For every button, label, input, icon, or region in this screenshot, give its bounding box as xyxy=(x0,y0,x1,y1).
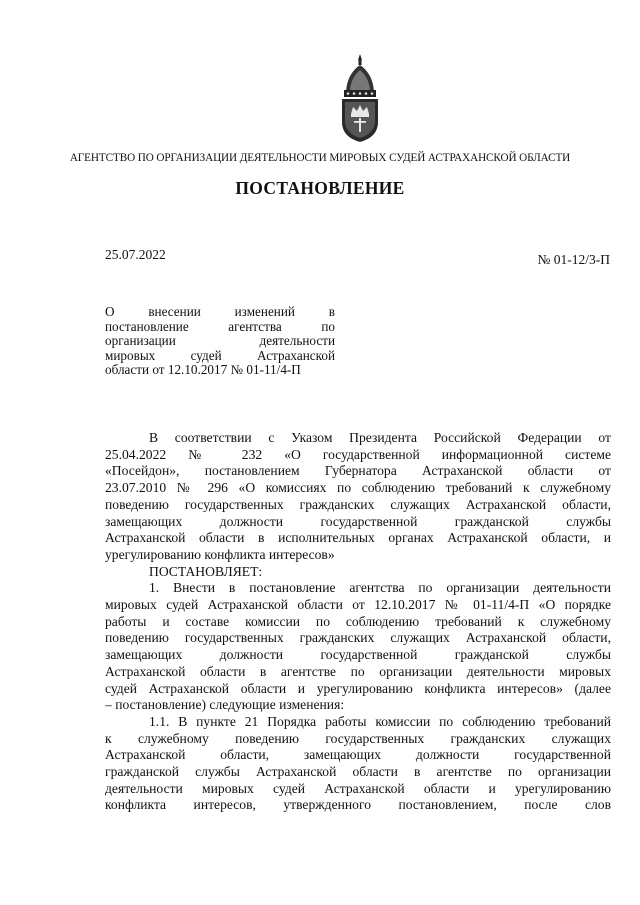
text-line: – постановление) следующие изменения: xyxy=(105,697,345,713)
item-1-1-paragraph xyxy=(105,714,611,814)
text-line: мировых судей Астраханской области от 12.10.2017 № 01-11/4-П «О порядке xyxy=(105,597,611,613)
text-line: Астраханской области, замещающих должности государственной xyxy=(105,747,611,763)
text-line: «Посейдон», постановлением Губернатора Астраханской области от xyxy=(105,463,611,479)
text-line: 1. Внести в постановление агентства по организации деятельности xyxy=(149,580,611,596)
text-line: 1.1. В пункте 21 Порядка работы комиссии по соблюдению требований xyxy=(149,713,611,729)
text-line: к служебному поведению государственных гражданских служащих xyxy=(105,730,611,746)
text-line: гражданской службы Астраханской области в агентстве по организации xyxy=(105,764,611,780)
text-line: Астраханской области в исполнительных органах Астраханской области, и xyxy=(105,530,611,546)
resolves-heading xyxy=(105,564,611,581)
text-line: замещающих должности государственной гражданской службы xyxy=(105,647,611,663)
item-1-paragraph xyxy=(105,580,611,714)
preamble-paragraph xyxy=(105,430,611,564)
text-line: В соответствии с Указом Президента Российской Федерации от xyxy=(149,430,611,445)
document-title: ПОСТАНОВЛЕНИЕ xyxy=(235,178,405,198)
text-line: урегулированию конфликта интересов» xyxy=(105,546,335,562)
subject-heading xyxy=(105,305,335,378)
text-line: судей Астраханской области и урегулированию конфликта интересов» (далее xyxy=(105,680,611,696)
text-line: конфликта интересов, утвержденного постановлением, после слов xyxy=(105,797,611,813)
text-line: 23.07.2010 № 296 «О комиссиях по соблюдению требований к служебному xyxy=(105,480,611,496)
text-line: 25.04.2022 № 232 «О государственной информационной системе xyxy=(105,446,611,462)
text-line: Астраханской области в агентстве по организации деятельности мировых xyxy=(105,663,611,679)
document-number: № 01-12/3-П xyxy=(537,252,610,267)
subject-line: области от 12.10.2017 № 01-11/4-П xyxy=(105,363,301,377)
document-date: 25.07.2022 xyxy=(105,247,166,262)
coat-of-arms-icon xyxy=(333,52,387,144)
subject-line: организации деятельности xyxy=(105,334,335,348)
document-body xyxy=(105,430,611,814)
subject-line: О внесении изменений в xyxy=(105,305,335,319)
text-line: деятельности мировых судей Астраханской области и урегулированию xyxy=(105,780,611,796)
subject-line: мировых судей Астраханской xyxy=(105,348,335,363)
text-line: работы и составе комиссии по соблюдению требований к служебному xyxy=(105,613,611,629)
text-line: замещающих должности государственной гражданской службы xyxy=(105,513,611,529)
text-line: поведению государственных гражданских служащих Астраханской области, xyxy=(105,630,611,646)
agency-name: АГЕНТСТВО ПО ОРГАНИЗАЦИИ ДЕЯТЕЛЬНОСТИ МИРОВЫХ СУДЕЙ АСТРАХАНСКОЙ ОБЛАСТИ xyxy=(69,152,571,164)
subject-line: постановление агентства по xyxy=(105,319,335,334)
text-line: ПОСТАНОВЛЯЕТ: xyxy=(149,563,263,579)
text-line: поведению государственных гражданских служащих Астраханской области, xyxy=(105,496,611,512)
